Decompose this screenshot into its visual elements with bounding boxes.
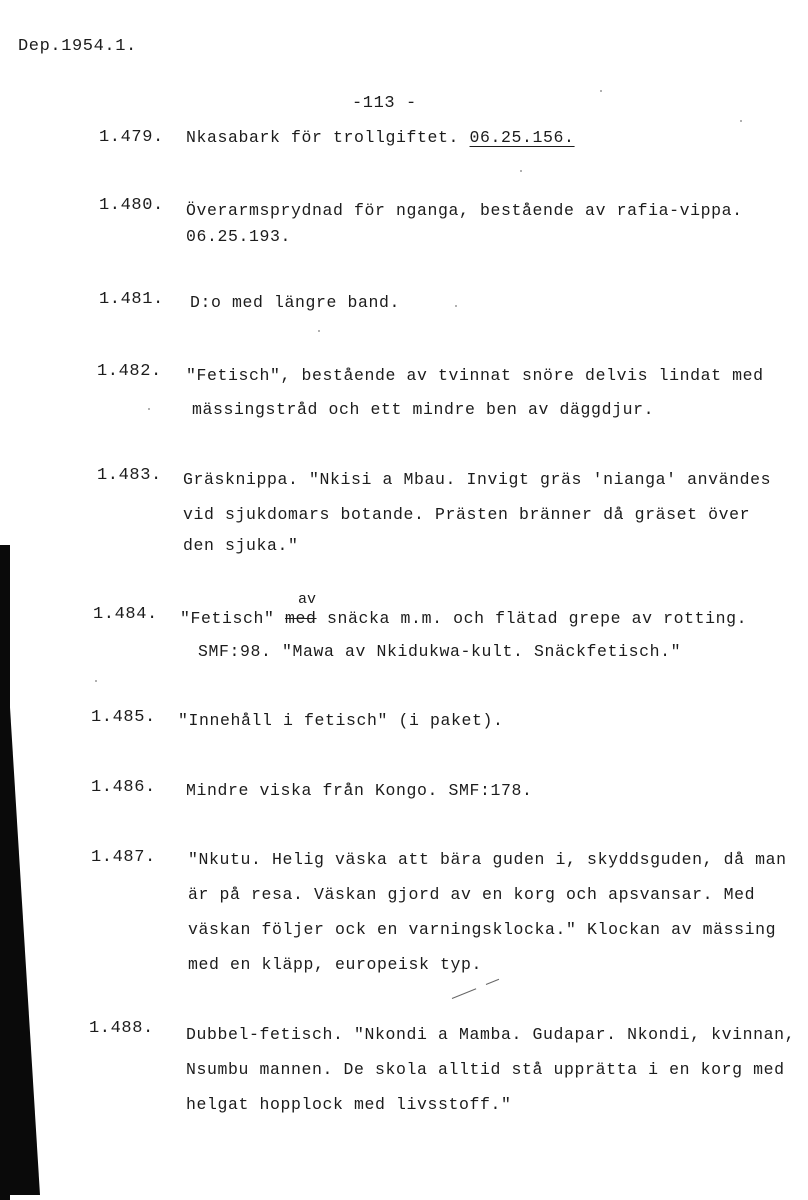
entry-number: 1.488. xyxy=(89,1019,154,1038)
entry-line xyxy=(180,611,747,628)
scan-speck xyxy=(148,408,150,410)
scan-speck xyxy=(600,90,602,92)
scan-speck xyxy=(740,120,742,122)
page-number: -113 - xyxy=(352,94,417,113)
entry-line: D:o med längre band. xyxy=(190,293,401,312)
entry-text: Nkasabark för trollgiftet. xyxy=(186,128,470,147)
entry-line: "Innehåll i fetisch" (i paket). xyxy=(178,711,504,730)
entry-line: mässingstråd och ett mindre ben av däggdjur. xyxy=(192,400,655,419)
entry-number: 1.480. xyxy=(99,196,164,215)
entry-line: Gräsknippa. "Nkisi a Mbau. Invigt gräs 'nianga' användes xyxy=(183,470,772,489)
entry-text: "Fetisch" xyxy=(180,609,286,628)
entry-line: 06.25.193. xyxy=(186,227,292,246)
entry-number: 1.487. xyxy=(91,848,156,867)
scan-speck xyxy=(520,170,522,172)
entry-line: "Nkutu. Helig väska att bära guden i, skyddsguden, då man xyxy=(188,850,787,869)
entry-line xyxy=(186,130,575,147)
entry-number: 1.481. xyxy=(99,290,164,309)
entry-number: 1.479. xyxy=(99,128,164,147)
entry-line: helgat hopplock med livsstoff." xyxy=(186,1095,512,1114)
entry-number: 1.486. xyxy=(91,778,156,797)
entry-catalogue-number: 06.25.156. xyxy=(469,128,575,147)
entry-line: Överarmsprydnad för nganga, bestående av rafia-vippa. xyxy=(186,201,743,220)
deposit-reference: Dep.1954.1. xyxy=(18,37,137,56)
entry-text: snäcka m.m. och flätad grepe av rotting. xyxy=(316,609,748,628)
entry-line: SMF:98. "Mawa av Nkidukwa-kult. Snäckfetisch." xyxy=(198,642,682,661)
pencil-mark xyxy=(452,988,476,999)
entry-line: "Fetisch", bestående av tvinnat snöre delvis lindat med xyxy=(186,366,764,385)
scan-speck xyxy=(318,330,320,332)
scan-speck xyxy=(95,680,97,682)
entry-number: 1.484. xyxy=(93,605,158,624)
entry-number: 1.483. xyxy=(97,466,162,485)
handwritten-insertion: av xyxy=(298,591,317,608)
struck-word: med xyxy=(285,609,317,628)
entry-line: vid sjukdomars botande. Prästen bränner då gräset över xyxy=(183,505,751,524)
pencil-mark xyxy=(486,979,499,985)
entry-line: med en kläpp, europeisk typ. xyxy=(188,955,483,974)
entry-line: Mindre viska från Kongo. SMF:178. xyxy=(186,781,533,800)
entry-line: Dubbel-fetisch. "Nkondi a Mamba. Gudapar. Nkondi, kvinnan, xyxy=(186,1025,796,1044)
entry-line: Nsumbu mannen. De skola alltid stå upprätta i en korg med xyxy=(186,1060,785,1079)
scan-speck xyxy=(455,305,457,307)
entry-line: väskan följer ock en varningsklocka." Klockan av mässing xyxy=(188,920,777,939)
entry-number: 1.482. xyxy=(97,362,162,381)
binding-edge-taper xyxy=(0,545,40,1195)
entry-line: är på resa. Väskan gjord av en korg och apsvansar. Med xyxy=(188,885,756,904)
entry-number: 1.485. xyxy=(91,708,156,727)
entry-line: den sjuka." xyxy=(183,536,299,555)
